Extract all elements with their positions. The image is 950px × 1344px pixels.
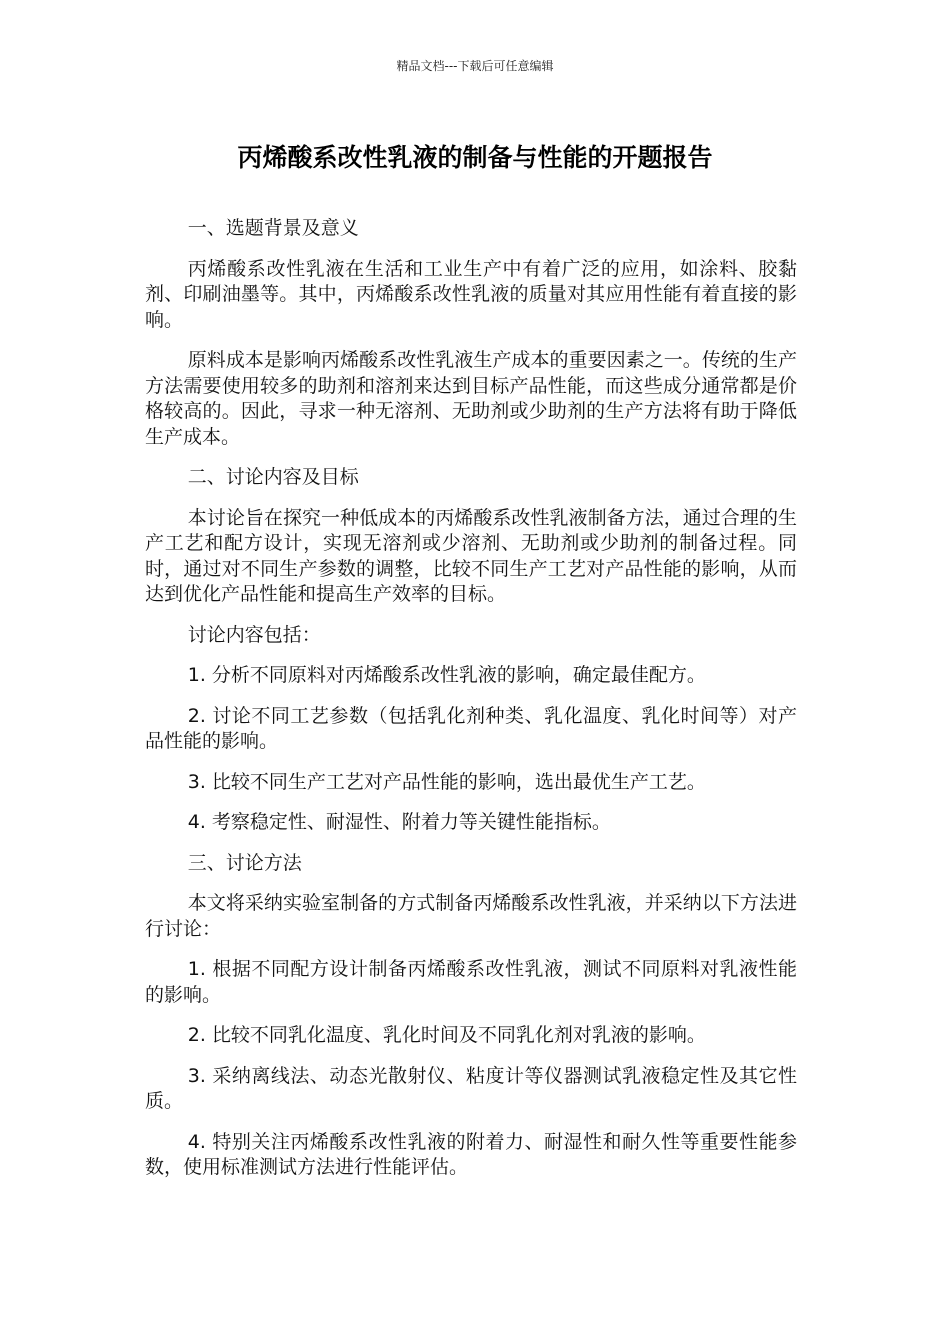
method-list-item: 1. 根据不同配方设计制备丙烯酸系改性乳液，测试不同原料对乳液性能的影响。 xyxy=(145,958,797,1006)
document-title: 丙烯酸系改性乳液的制备与性能的开题报告 xyxy=(237,143,713,172)
method-list-item: 4. 特别关注丙烯酸系改性乳液的附着力、耐湿性和耐久性等重要性能参数，使用标准测试方法进行性能评估。 xyxy=(145,1130,797,1178)
paragraph-applications: 丙烯酸系改性乳液在生活和工业生产中有着广泛的应用，如涂料、胶黏剂、印刷油墨等。其中，丙烯酸系改性乳液的质量对其应用性能有着直接的影响。 xyxy=(145,257,797,331)
content-list-item: 4. 考察稳定性、耐湿性、附着力等关键性能指标。 xyxy=(187,811,611,833)
method-list-item: 3. 采纳离线法、动态光散射仪、粘度计等仪器测试乳液稳定性及其它性质。 xyxy=(145,1064,797,1112)
document-body xyxy=(145,216,797,1196)
paragraph-cost: 原料成本是影响丙烯酸系改性乳液生产成本的重要因素之一。传统的生产方法需要使用较多的助剂和溶剂来达到目标产品性能，而这些成分通常都是价格较高的。因此，寻求一种无溶剂、无助剂或少助剂的生产方法将有助于降低生产成本。 xyxy=(145,349,797,448)
content-list-item: 3. 比较不同生产工艺对产品性能的影响，选出最优生产工艺。 xyxy=(187,770,706,793)
method-list-item: 2. 比较不同乳化温度、乳化时间及不同乳化剂对乳液的影响。 xyxy=(187,1024,706,1046)
content-list-intro: 讨论内容包括： xyxy=(187,623,321,646)
paragraph-methods-intro: 本文将采纳实验室制备的方式制备丙烯酸系改性乳液，并采纳以下方法进行讨论： xyxy=(145,892,797,940)
paragraph-goal: 本讨论旨在探究一种低成本的丙烯酸系改性乳液制备方法，通过合理的生产工艺和配方设计，实现无溶剂或少溶剂、无助剂或少助剂的制备过程。同时，通过对不同生产参数的调整，比较不同生产工艺对产品性能的影响，从而达到优化产品性能和提高生产效率的目标。 xyxy=(145,506,797,605)
page-header-note: 精品文档---下载后可任意编辑 xyxy=(396,59,554,73)
content-list-item: 2. 讨论不同工艺参数（包括乳化剂种类、乳化温度、乳化时间等）对产品性能的影响。 xyxy=(145,704,797,752)
section-heading-methods: 三、讨论方法 xyxy=(187,851,302,874)
content-list-item: 1. 分析不同原料对丙烯酸系改性乳液的影响，确定最佳配方。 xyxy=(187,664,706,686)
section-heading-background: 一、选题背景及意义 xyxy=(187,217,359,239)
section-heading-content-goals: 二、讨论内容及目标 xyxy=(187,466,359,488)
